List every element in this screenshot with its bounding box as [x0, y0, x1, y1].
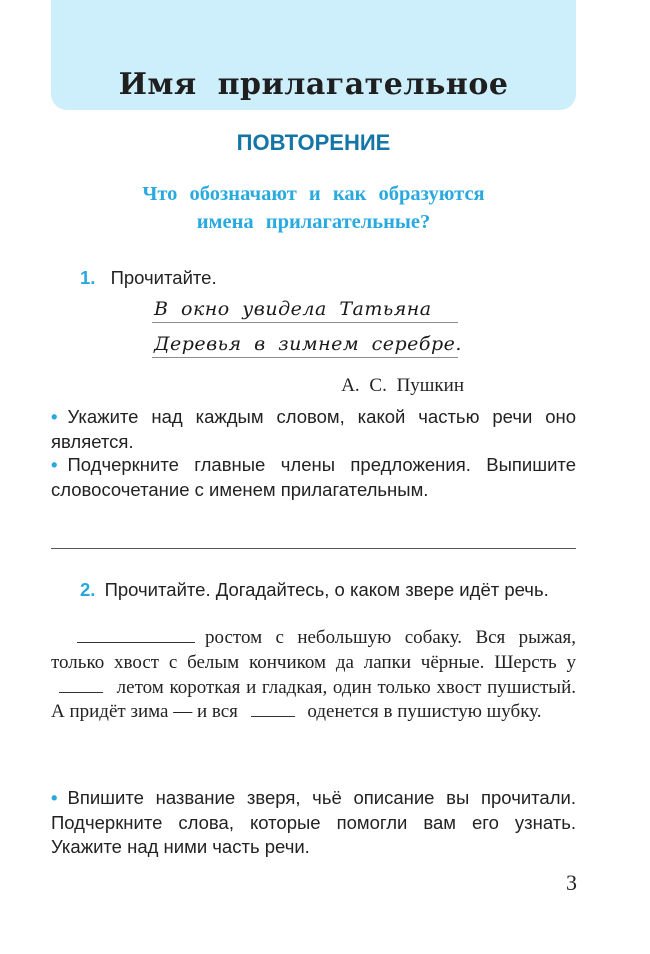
- question-line-1: Что обозначают и как образуются: [142, 183, 485, 205]
- exercise-1-task-1: [51, 405, 576, 454]
- blank-field-3[interactable]: [251, 702, 295, 717]
- bullet-icon: •: [51, 454, 58, 475]
- exercise-2-task-text: Впишите название зверя, чьё описание вы прочитали. Подчеркните слова, которые помогли вам его узнать. Укажите над ними часть речи.: [51, 787, 576, 857]
- task-1-text: Укажите над каждым словом, какой частью речи оно является.: [51, 406, 576, 452]
- blank-field-2[interactable]: [59, 678, 103, 693]
- poem-line-2: Деревья в зимнем серебре.: [154, 333, 462, 355]
- section-title: ПОВТОРЕНИЕ: [236, 130, 391, 155]
- poem-author: А. С. Пушкин: [341, 375, 464, 396]
- exercise-1-number: 1.: [80, 267, 96, 288]
- task-2-text: Подчеркните главные члены предложения. Выпишите словосочетание с именем прилагательным.: [51, 454, 576, 500]
- blank-field-1[interactable]: [77, 628, 195, 643]
- writing-rule-2: [152, 357, 458, 358]
- exercise-1-task-2: [51, 453, 576, 502]
- exercise-2-number: 2.: [80, 579, 96, 600]
- question-line-2: имена прилагательные?: [196, 211, 431, 233]
- lesson-question: [51, 180, 576, 236]
- text-part-3: оденется в пушистую шубку.: [307, 701, 542, 723]
- bullet-icon: •: [51, 787, 58, 808]
- writing-rule-1: [152, 322, 458, 323]
- text-part-2: летом короткая и гладкая, один только хвост пушистый. А придёт зима — и вся: [51, 676, 576, 723]
- text-part-1: ростом с небольшую собаку. Вся рыжая, только хвост с белым кончиком да лапки чёрные. Шерсть у: [51, 627, 576, 673]
- bullet-icon: •: [51, 406, 58, 427]
- answer-line[interactable]: [51, 548, 576, 549]
- exercise-2-heading: [51, 578, 576, 603]
- exercise-1-instruction: Прочитайте.: [110, 267, 217, 288]
- chapter-title: Имя прилагательное: [118, 67, 509, 102]
- page-number: 3: [566, 870, 577, 895]
- poem-line-1: В окно увидела Татьяна: [154, 298, 432, 320]
- exercise-2-instruction: Прочитайте. Догадайтесь, о каком звере идёт речь.: [104, 579, 549, 600]
- exercise-2-task: [51, 786, 576, 860]
- animal-description: [51, 626, 576, 725]
- exercise-1-heading: [80, 266, 217, 291]
